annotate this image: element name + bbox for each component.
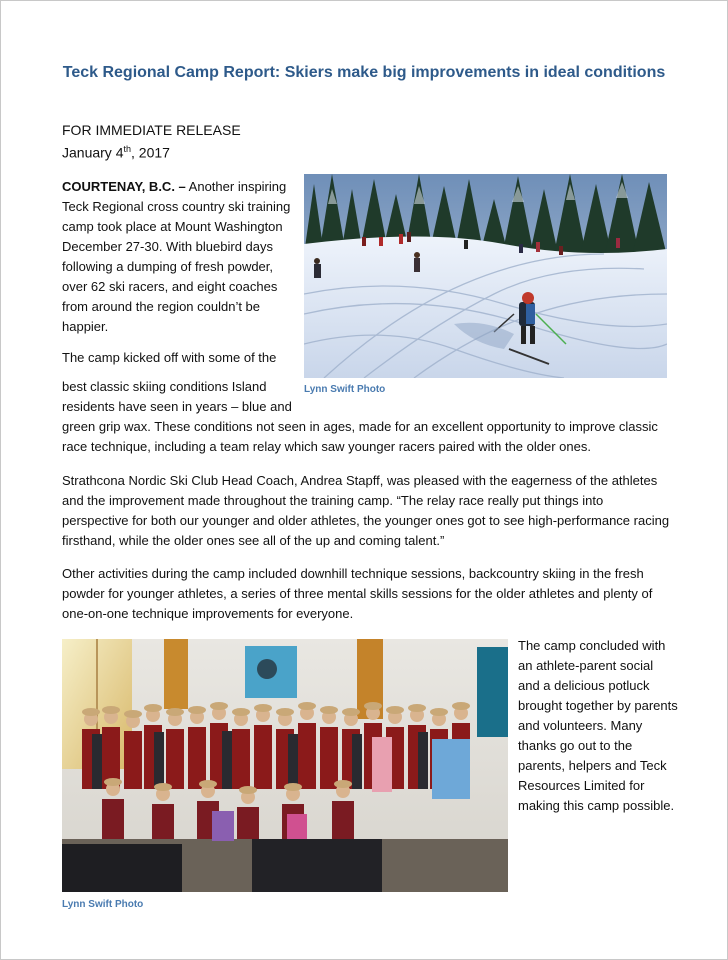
paragraph-conclusion: The camp concluded with an athlete-parent social and a delicious potluck brought together by parents and volunteers. Many thanks go out to the parents, helpers and Teck Resources Limited for making this camp possible. [518,638,678,813]
release-date [62,140,241,163]
document-title: Teck Regional Camp Report: Skiers make big improvements in ideal conditions [62,64,666,81]
photo-caption: Lynn Swift Photo [304,384,386,395]
release-header [62,121,241,163]
paragraph-coach-quote: Strathcona Nordic Ski Club Head Coach, Andrea Stapff, was pleased with the eagerness of the athletes and the improvement made throughout the training camp. “The relay race really put things into perspective for both our younger and older athletes, the younger ones got to see high-performance racing firsthand, while the older ones see all of the up and coming talent.” [62,473,670,548]
photo-group-graphic [62,639,508,892]
paragraph-intro-text: Another inspiring Teck Regional cross country ski training camp took place at Mount Washington December 27-30. With bluebird days following a dumping of fresh powder, over 62 ski racers, and eight coaches from around the region couldn’t be happier. [62,179,291,334]
dateline: COURTENAY, B.C. – [62,179,186,194]
photo-skiers-slope [304,174,667,378]
release-date-month-day: January 4 [62,144,124,161]
paragraph-kickoff-wide: green grip wax. These conditions not seen in ages, made for an excellent opportunity to improve classic race technique, including a team relay which saw younger racers paired with the older ones. [62,419,658,454]
release-date-year: , 2017 [131,144,170,161]
release-label: FOR IMMEDIATE RELEASE [62,122,241,138]
paragraph-kickoff-narrow: best classic skiing conditions Island residents have seen in years – blue and [62,379,292,414]
paragraph-kickoff-start: The camp kicked off with some of the [62,350,277,365]
photo-caption-group: Lynn Swift Photo [62,899,144,910]
release-date-ordinal: th [123,144,131,154]
paragraph-intro [62,177,292,337]
photo-group [62,639,508,892]
paragraph-activities: Other activities during the camp included downhill technique sessions, backcountry skiing in the fresh powder for younger athletes, a series of three mental skills sessions for the older athletes and plenty of one-on-one technique improvements for everyone. [62,566,653,621]
photo-skiers-slope-graphic [304,174,667,378]
